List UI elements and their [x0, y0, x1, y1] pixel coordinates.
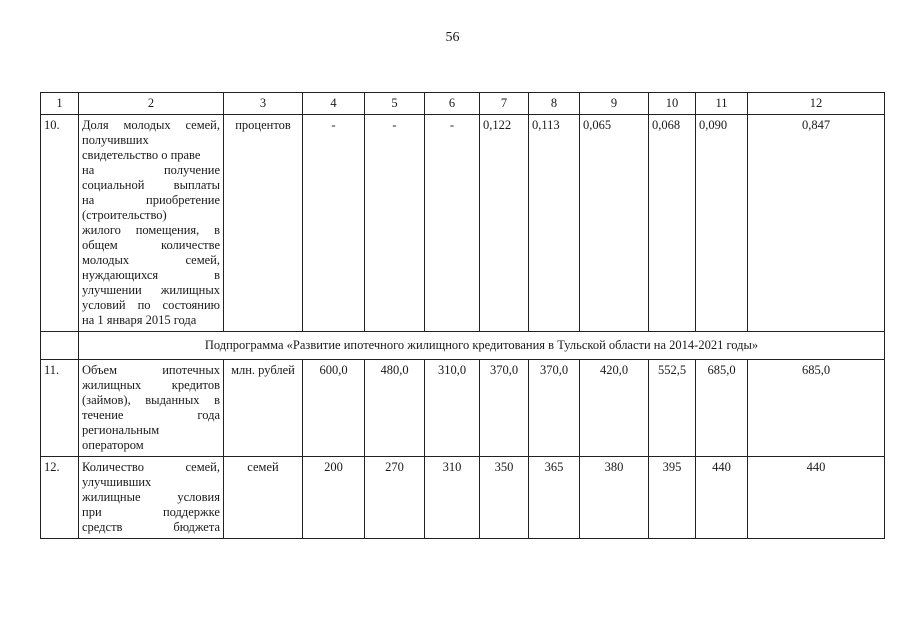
header-cell: 5 [365, 93, 425, 115]
value-cell: 380 [580, 457, 649, 539]
indicators-table [40, 92, 885, 539]
value-cell: 685,0 [696, 360, 748, 457]
value-cell: 395 [649, 457, 696, 539]
header-cell: 1 [41, 93, 79, 115]
value-cell: 0,847 [748, 115, 885, 332]
desc-line: на 1 января 2015 года [82, 313, 197, 327]
page-number: 56 [445, 30, 460, 45]
section-spacer [41, 332, 79, 360]
header-cell: 3 [224, 93, 303, 115]
desc-line: получивших [82, 133, 149, 147]
desc-line: нуждающихся в [82, 268, 220, 282]
header-cell: 4 [303, 93, 365, 115]
value-cell: 600,0 [303, 360, 365, 457]
value-cell: - [365, 115, 425, 332]
indicator-description [79, 360, 224, 457]
table-row-11 [41, 360, 885, 457]
value-cell: 480,0 [365, 360, 425, 457]
section-row [41, 332, 885, 360]
desc-line: жилищных кредитов [82, 378, 220, 392]
desc-line: Доля молодых семей, [82, 118, 220, 132]
desc-line: оператором [82, 438, 144, 452]
header-cell: 6 [425, 93, 480, 115]
value-cell: 350 [480, 457, 529, 539]
value-cell: 200 [303, 457, 365, 539]
desc-line: условий по состоянию [82, 298, 220, 312]
value-cell: 0,068 [649, 115, 696, 332]
header-cell: 10 [649, 93, 696, 115]
table-row-10 [41, 115, 885, 332]
header-row [41, 93, 885, 115]
desc-line: жилого помещения, в [82, 223, 220, 237]
value-cell: 0,090 [696, 115, 748, 332]
value-cell: - [303, 115, 365, 332]
value-cell: 370,0 [529, 360, 580, 457]
desc-line: свидетельство о праве [82, 148, 201, 162]
desc-line: на приобретение [82, 193, 220, 207]
value-cell: - [425, 115, 480, 332]
header-cell: 9 [580, 93, 649, 115]
table-row-12 [41, 457, 885, 539]
value-cell: 310,0 [425, 360, 480, 457]
desc-line: течение года [82, 408, 220, 422]
value-cell: 440 [696, 457, 748, 539]
row-number: 10. [41, 115, 79, 332]
header-cell: 2 [79, 93, 224, 115]
desc-line: (строительство) [82, 208, 167, 222]
desc-line: (займов), выданных в [82, 393, 220, 407]
row-number: 12. [41, 457, 79, 539]
section-title: Подпрограмма «Развитие ипотечного жилищного кредитования в Тульской области на 2014-2021 годы» [79, 332, 885, 360]
desc-line: жилищные условия [82, 490, 220, 504]
value-cell: 270 [365, 457, 425, 539]
header-cell: 8 [529, 93, 580, 115]
header-cell: 7 [480, 93, 529, 115]
desc-line: средств бюджета [82, 520, 220, 534]
desc-line: Количество семей, [82, 460, 220, 474]
value-cell: 552,5 [649, 360, 696, 457]
value-cell: 310 [425, 457, 480, 539]
unit-cell: процентов [224, 115, 303, 332]
desc-line: улучшивших [82, 475, 152, 489]
value-cell: 0,065 [580, 115, 649, 332]
desc-line: Объем ипотечных [82, 363, 220, 377]
value-cell: 420,0 [580, 360, 649, 457]
value-cell: 440 [748, 457, 885, 539]
desc-line: региональным [82, 423, 160, 437]
value-cell: 0,122 [480, 115, 529, 332]
value-cell: 0,113 [529, 115, 580, 332]
value-cell: 685,0 [748, 360, 885, 457]
unit-cell: млн. рублей [224, 360, 303, 457]
unit-cell: семей [224, 457, 303, 539]
header-cell: 11 [696, 93, 748, 115]
value-cell: 370,0 [480, 360, 529, 457]
header-cell: 12 [748, 93, 885, 115]
indicator-description [79, 457, 224, 539]
desc-line: на получение [82, 163, 220, 177]
row-number: 11. [41, 360, 79, 457]
desc-line: при поддержке [82, 505, 220, 519]
desc-line: общем количестве [82, 238, 220, 252]
desc-line: улучшении жилищных [82, 283, 220, 297]
value-cell: 365 [529, 457, 580, 539]
indicator-description [79, 115, 224, 332]
desc-line: социальной выплаты [82, 178, 220, 192]
desc-line: молодых семей, [82, 253, 220, 267]
